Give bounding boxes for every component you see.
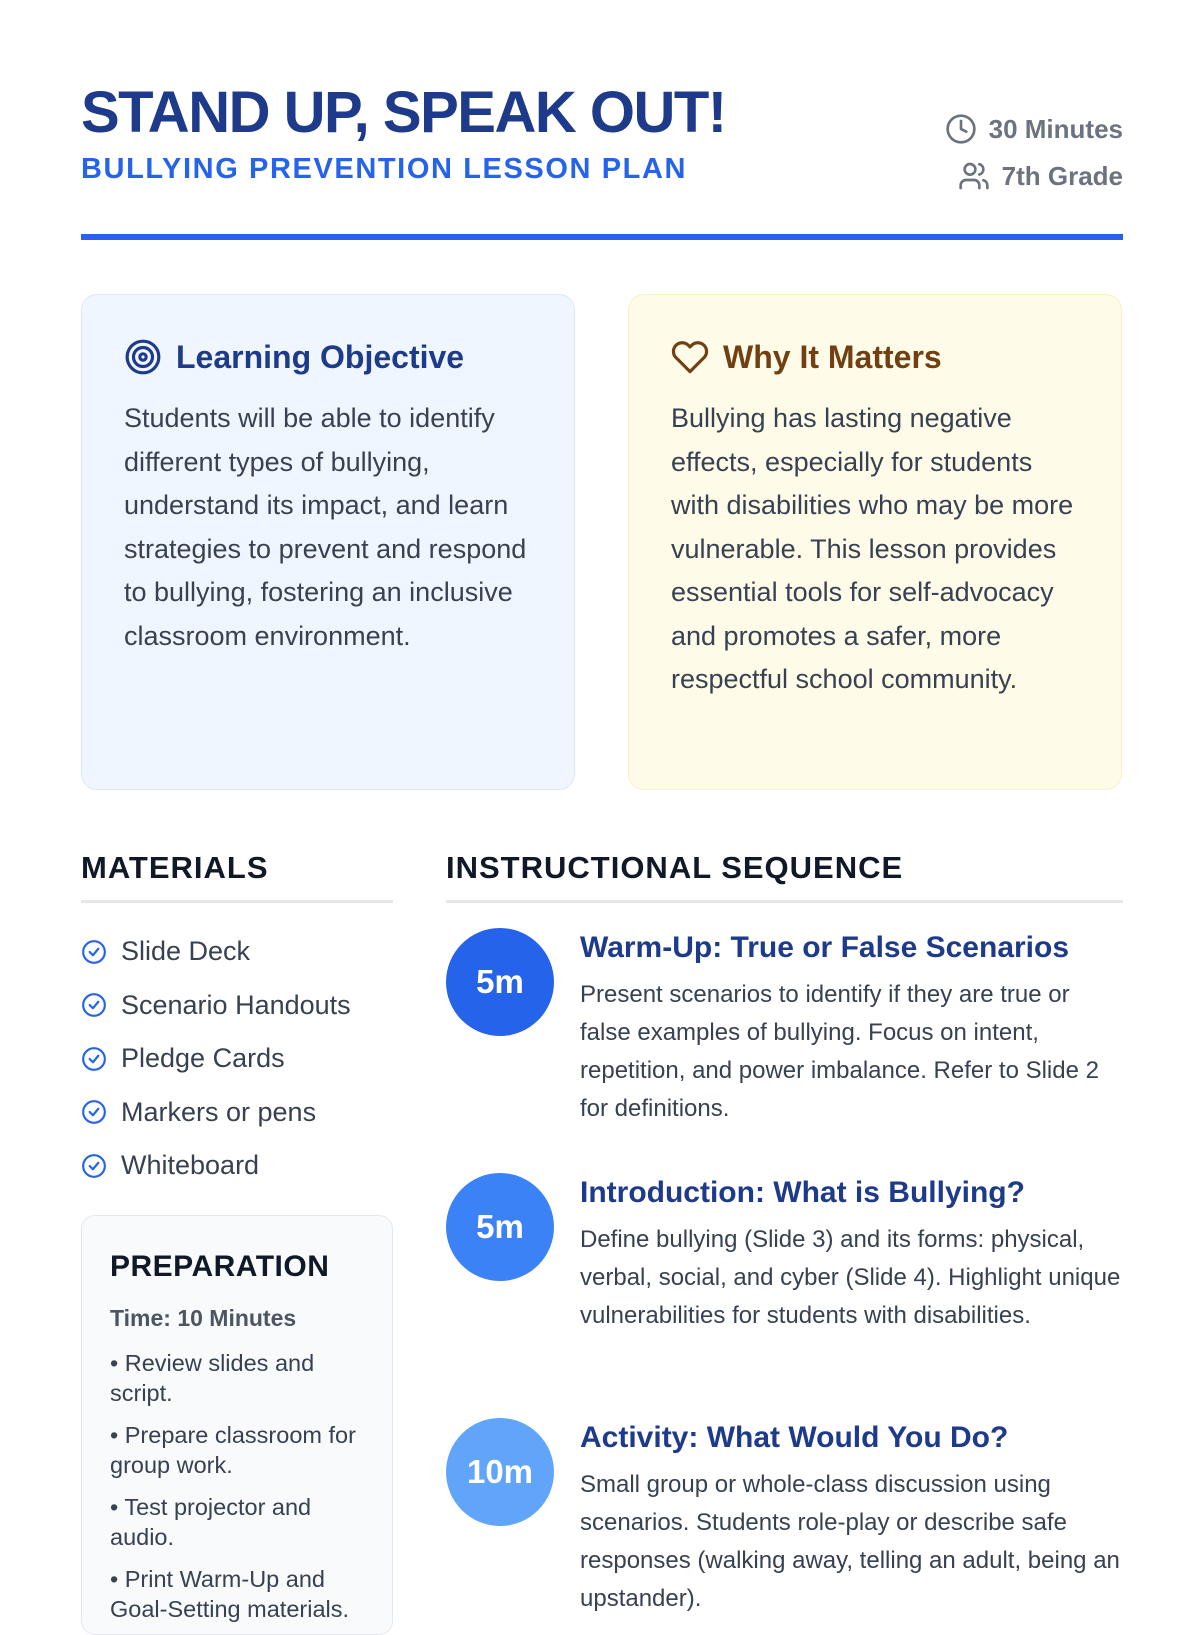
material-label: Scenario Handouts	[121, 989, 351, 1020]
header-divider	[81, 234, 1123, 240]
grade-text: 7th Grade	[1001, 160, 1123, 191]
why-it-matters-card	[628, 294, 1122, 790]
materials-title: MATERIALS	[81, 850, 269, 885]
learning-objective-card	[81, 294, 575, 790]
list-item	[81, 925, 393, 979]
list-item: • Prepare classroom for group work.	[110, 1422, 356, 1478]
target-icon	[124, 338, 162, 376]
materials-list	[81, 925, 393, 1193]
instructional-sequence-section	[446, 848, 1123, 1612]
step-description: Present scenarios to identify if they are true or false examples of bullying. Focus on intent, repetition, and power imbalance. Refer to Slide 2 for definitions.	[580, 981, 1099, 1122]
sequence-title: INSTRUCTIONAL SEQUENCE	[446, 850, 904, 885]
duration-badge: 5m	[446, 1173, 554, 1281]
duration-badge: 10m	[446, 1418, 554, 1526]
materials-section	[81, 848, 393, 1193]
check-circle-icon	[81, 992, 107, 1018]
grade-meta	[945, 159, 1123, 193]
material-label: Markers or pens	[121, 1096, 317, 1127]
clock-icon	[945, 113, 977, 145]
materials-divider	[81, 900, 393, 903]
why-title: Why It Matters	[723, 338, 942, 375]
why-heading	[671, 335, 1081, 379]
why-body: Bullying has lasting negative effects, especially for students with disabilities who may be more vulnerable. This lesson provides essential tools for self-advocacy and promotes a safer, more respectful school community.	[671, 403, 1074, 694]
preparation-card	[81, 1215, 393, 1635]
page-title: STAND UP, SPEAK OUT!	[81, 80, 726, 145]
heart-icon	[671, 338, 709, 376]
step-title: Warm-Up: True or False Scenarios	[580, 931, 1070, 964]
check-circle-icon	[81, 939, 107, 965]
duration-meta	[945, 112, 1123, 146]
preparation-list	[110, 1348, 364, 1624]
material-label: Slide Deck	[121, 936, 251, 967]
objective-heading	[124, 335, 534, 379]
list-item: • Review slides and script.	[110, 1350, 315, 1406]
check-circle-icon	[81, 1099, 107, 1125]
sequence-divider	[446, 900, 1123, 903]
step-content	[580, 928, 1123, 1128]
preparation-title: PREPARATION	[110, 1250, 330, 1283]
duration-text: 30 Minutes	[988, 113, 1123, 144]
material-label: Pledge Cards	[121, 1043, 285, 1074]
step-description: Small group or whole-class discussion using scenarios. Students role-play or describe safe responses (walking away, telling an adult, being an upstander).	[580, 1471, 1120, 1612]
step-content	[580, 1173, 1123, 1335]
list-item: • Print Warm-Up and Goal-Setting materials.	[110, 1566, 350, 1622]
check-circle-icon	[81, 1153, 107, 1179]
step-title: Activity: What Would You Do?	[580, 1421, 1009, 1454]
material-label: Whiteboard	[121, 1150, 260, 1181]
list-item	[81, 1139, 393, 1193]
duration-badge: 5m	[446, 928, 554, 1036]
lesson-header	[81, 82, 1123, 242]
list-item	[81, 979, 393, 1033]
preparation-time: Time: 10 Minutes	[110, 1305, 297, 1331]
list-item	[81, 1086, 393, 1140]
list-item	[81, 1032, 393, 1086]
objective-title: Learning Objective	[176, 338, 465, 375]
step-description: Define bullying (Slide 3) and its forms: physical, verbal, social, and cyber (Slide 4). Highlight unique vulnerabilities for students with disabilities.	[580, 1226, 1121, 1329]
step-content	[580, 1418, 1123, 1618]
page-subtitle: BULLYING PREVENTION LESSON PLAN	[81, 153, 688, 185]
list-item: • Test projector and audio.	[110, 1494, 312, 1550]
objective-body: Students will be able to identify different types of bullying, understand its impact, and learn strategies to prevent and respond to bullying, fostering an inclusive classroom environment.	[124, 403, 527, 651]
lesson-meta	[945, 112, 1123, 206]
users-icon	[958, 160, 990, 192]
check-circle-icon	[81, 1046, 107, 1072]
step-title: Introduction: What is Bullying?	[580, 1176, 1025, 1209]
